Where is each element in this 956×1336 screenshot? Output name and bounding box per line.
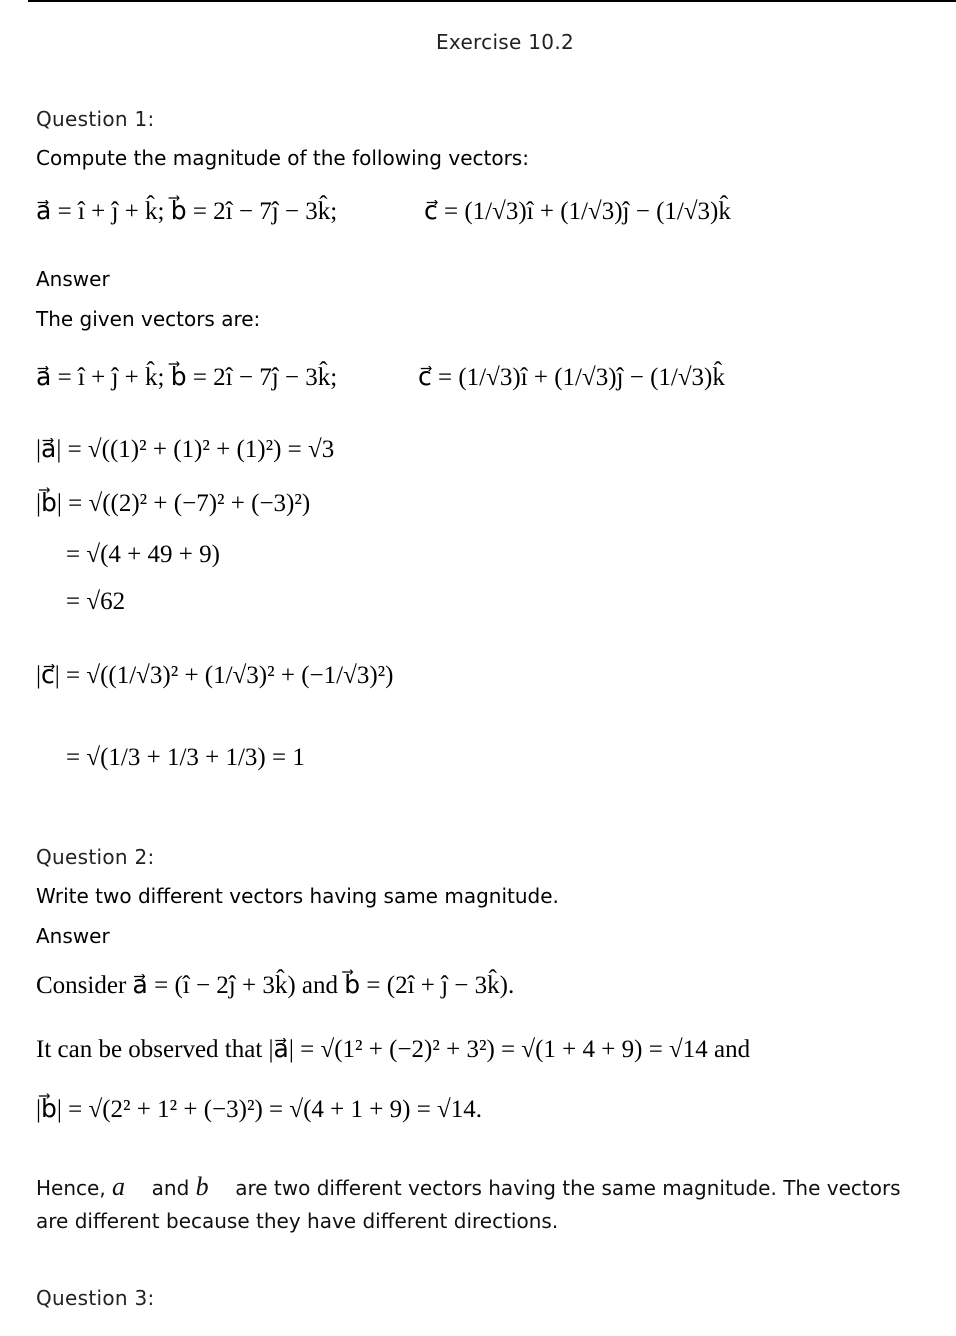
q1-magnitude-b-line3: = √62	[66, 588, 126, 615]
question-2-label: Question 2:	[36, 845, 155, 869]
q1-magnitude-a: |a⃗| = √((1)² + (1)² + (1)²) = √3	[36, 436, 335, 463]
question-2-prompt: Write two different vectors having same magnitude.	[36, 884, 559, 908]
q2-observed-line: It can be observed that |a⃗| = √(1² + (−2)² + 3²) = √(1 + 4 + 9) = √14 and	[36, 1036, 751, 1063]
q1-answer-label: Answer	[36, 267, 110, 291]
q1-vector-c: c⃗ = (1/√3)î + (1/√3)ĵ − (1/√3)k̂	[424, 198, 731, 225]
q1-answer-intro: The given vectors are:	[36, 307, 261, 331]
q2-consider-line: Consider a⃗ = (î − 2ĵ + 3k̂) and b⃗ = (2î + ĵ − 3k̂).	[36, 972, 515, 999]
q1-magnitude-b-line1: |b⃗| = √((2)² + (−7)² + (−3)²)	[36, 490, 311, 517]
q2-var-a: a⃗	[112, 1172, 146, 1201]
q1-magnitude-b-line2: = √(4 + 49 + 9)	[66, 541, 220, 568]
page-header: Exercise 10.2	[436, 30, 575, 54]
q1-given-c: c⃗ = (1/√3)î + (1/√3)ĵ − (1/√3)k̂	[418, 364, 725, 391]
q1-vectors-a-b: a⃗ = î + ĵ + k̂; b⃗ = 2î − 7ĵ − 3k̂;	[36, 198, 338, 225]
question-3-label: Question 3:	[36, 1286, 155, 1310]
q2-and-word: and	[151, 1176, 190, 1200]
q2-var-b: b⃗	[195, 1172, 229, 1201]
q2-hence-prefix: Hence,	[36, 1176, 106, 1200]
q1-given-a-b: a⃗ = î + ĵ + k̂; b⃗ = 2î − 7ĵ − 3k̂;	[36, 364, 338, 391]
question-1-label: Question 1:	[36, 107, 155, 131]
q2-answer-label: Answer	[36, 924, 110, 948]
q1-magnitude-c-line1: |c⃗| = √((1/√3)² + (1/√3)² + (−1/√3)²)	[36, 662, 394, 689]
q2-conclusion	[36, 1170, 936, 1238]
top-rule	[28, 0, 956, 2]
q1-magnitude-c-line2: = √(1/3 + 1/3 + 1/3) = 1	[66, 744, 305, 771]
q2-hence-rest: are two different vectors having the same magnitude. The vectors are different because they have different directions.	[36, 1176, 901, 1233]
q2-magnitude-b: |b⃗| = √(2² + 1² + (−3)²) = √(4 + 1 + 9) = √14.	[36, 1096, 483, 1123]
question-1-prompt: Compute the magnitude of the following vectors:	[36, 146, 529, 170]
